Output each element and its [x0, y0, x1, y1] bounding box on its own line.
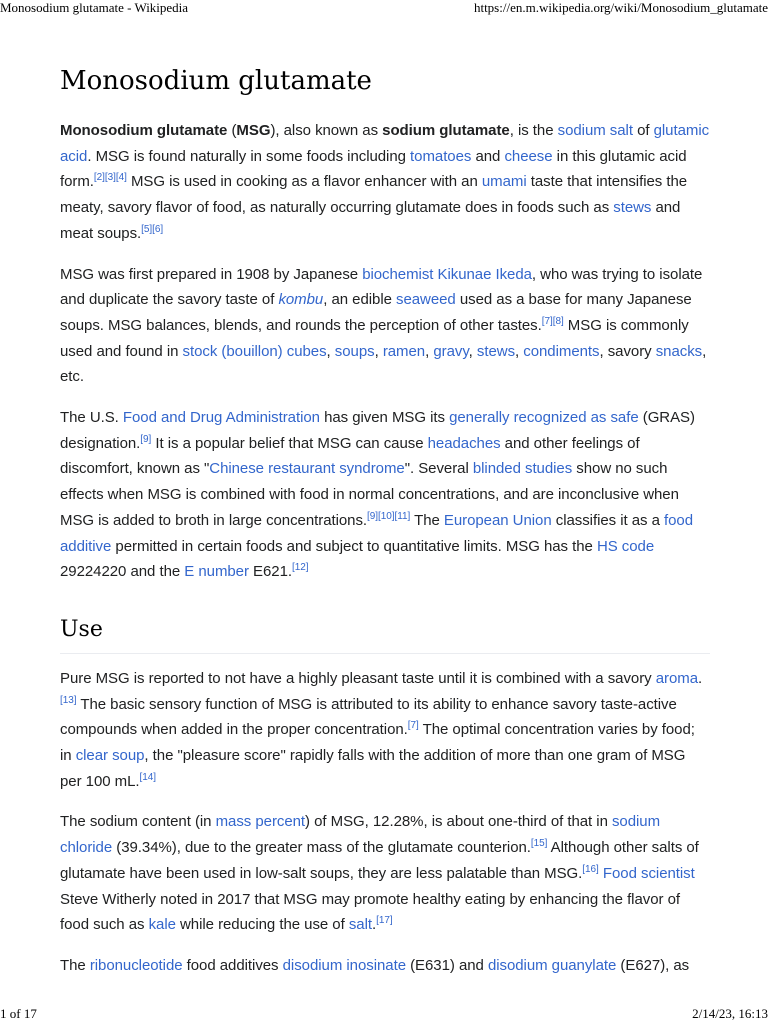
citation-link[interactable]: [5][6]	[141, 223, 164, 235]
link-fda[interactable]: Food and Drug Administration	[122, 409, 320, 427]
use-paragraph-2	[60, 809, 710, 938]
citation-link[interactable]: [12]	[292, 562, 309, 574]
link-ramen[interactable]: ramen	[382, 342, 426, 360]
text: and	[471, 147, 505, 165]
text: while reducing the use of	[175, 916, 349, 934]
text: . MSG is found naturally in some foods including	[87, 147, 411, 165]
text: Pure MSG is reported to not have a highly pleasant taste until it is combined with a savory	[60, 669, 656, 687]
intro-paragraph-1	[60, 118, 710, 247]
link-chinese-restaurant-syndrome[interactable]: Chinese restaurant syndrome	[209, 460, 405, 478]
link-salt[interactable]: salt	[348, 916, 372, 934]
text: The basic sensory function of MSG is attributed to its ability to enhance savory taste-active compounds when added in the proper concentration.	[60, 695, 677, 739]
print-datetime: 2/14/23, 16:13	[692, 1006, 768, 1021]
link-disodium-guanylate[interactable]: disodium guanylate	[487, 956, 617, 974]
use-paragraph-3	[60, 953, 710, 979]
text: The	[410, 511, 444, 529]
citation-link[interactable]: [9][10][11]	[367, 510, 411, 522]
text: has given MSG its	[319, 409, 450, 427]
link-food-scientist[interactable]: Food scientist	[602, 864, 695, 882]
page-title: Monosodium glutamate	[60, 66, 372, 96]
text: It is a popular belief that MSG can cause	[151, 434, 428, 452]
text: MSG was first prepared in 1908 by Japanese	[60, 265, 363, 283]
text: , etc.	[60, 342, 707, 386]
text: The	[60, 956, 90, 974]
text: ) of MSG, 12.28%, is about one-third of that in	[305, 813, 612, 831]
text: , an edible	[323, 291, 397, 309]
link-sodium-chloride[interactable]: sodium chloride	[60, 813, 661, 857]
text: ,	[326, 342, 335, 360]
link-seaweed[interactable]: seaweed	[396, 291, 456, 309]
text: taste that intensifies the meaty, savory flavor of food, as naturally occurring glutamate does in foods such as	[60, 173, 688, 217]
text: ". Several	[404, 460, 473, 478]
citation-link[interactable]: [7]	[407, 720, 419, 732]
link-clear-soup[interactable]: clear soup	[75, 747, 145, 765]
text: .	[372, 916, 377, 934]
link-e-number[interactable]: E number	[184, 563, 249, 581]
text: show no such effects when MSG is combined with food in normal concentrations, and are inconclusive when MSG is added to broth in large concentrations.	[60, 460, 679, 529]
bold-term: MSG	[236, 122, 271, 139]
text: ), also known as	[270, 122, 383, 139]
link-kombu[interactable]: kombu	[278, 291, 324, 309]
link-kale[interactable]: kale	[148, 916, 176, 934]
text: ,	[374, 342, 383, 360]
article-content	[60, 62, 710, 994]
text: and other feelings of discomfort, known as "	[60, 434, 640, 478]
link-umami[interactable]: umami	[481, 173, 527, 191]
text: The optimal concentration varies by food; in	[60, 721, 695, 765]
text: in this glutamic acid form.	[60, 147, 687, 191]
text: MSG is used in cooking as a flavor enhancer with an	[126, 173, 482, 191]
text: (	[227, 122, 237, 139]
intro-paragraph-3	[60, 405, 710, 585]
text: and meat soups.	[60, 199, 681, 242]
text: The sodium content (in	[60, 813, 216, 831]
text: Steve Witherly noted in 2017 that MSG may promote healthy eating by enhancing the flavor of food such as	[60, 890, 680, 934]
text: E621.	[248, 563, 292, 581]
text: classifies it as a	[551, 511, 664, 529]
intro-paragraph-2	[60, 262, 710, 391]
link-disodium-inosinate[interactable]: disodium inosinate	[282, 956, 406, 974]
link-hs-code[interactable]: HS code	[596, 537, 655, 555]
link-cheese[interactable]: cheese	[504, 147, 553, 165]
bold-term: sodium glutamate	[382, 122, 510, 139]
text: MSG is commonly used and found in	[60, 316, 689, 360]
link-blinded-studies[interactable]: blinded studies	[472, 460, 573, 478]
print-header	[0, 0, 768, 20]
text: , savory	[599, 342, 656, 360]
citation-link[interactable]: [9]	[140, 433, 152, 445]
text: 29224220 and the	[60, 563, 185, 581]
section-heading-use: Use	[60, 615, 710, 654]
page-counter: 1 of 17	[0, 1006, 37, 1021]
text: food additives	[182, 956, 283, 974]
link-stews[interactable]: stews	[613, 199, 652, 217]
print-page-title: Monosodium glutamate - Wikipedia	[0, 0, 189, 15]
text: The U.S.	[60, 409, 123, 427]
text: (39.34%), due to the greater mass of the glutamate counterion.	[112, 839, 531, 857]
text: .	[698, 669, 703, 687]
text: , who was trying to isolate and duplicate the savory taste of	[60, 265, 703, 309]
text: (E631) and	[405, 956, 488, 974]
link-gravy[interactable]: gravy	[433, 342, 469, 360]
link-stock-cubes[interactable]: stock (bouillon) cubes	[182, 342, 327, 360]
print-page-url: https://en.m.wikipedia.org/wiki/Monosodium_glutamate	[473, 0, 768, 15]
text: (GRAS) designation.	[60, 409, 695, 452]
citation-link[interactable]: [7][8]	[541, 315, 564, 327]
link-headaches[interactable]: headaches	[427, 434, 501, 452]
citation-link[interactable]: [17]	[376, 915, 393, 927]
citation-link[interactable]: [14]	[139, 771, 156, 783]
text: ,	[468, 342, 477, 360]
link-tomatoes[interactable]: tomatoes	[410, 147, 472, 165]
text: Although other salts of glutamate have been used in low-salt soups, they are less palatable than MSG.	[60, 839, 699, 882]
link-snacks[interactable]: snacks	[655, 342, 703, 360]
link-mass-percent[interactable]: mass percent	[215, 813, 306, 831]
text: permitted in certain foods and subject to quantitative limits. MSG has the	[111, 537, 597, 555]
bold-term: Monosodium glutamate	[60, 122, 228, 139]
link-soups[interactable]: soups	[334, 342, 375, 360]
text: , the "pleasure score" rapidly falls with the addition of more than one gram of MSG per 100 mL.	[60, 747, 686, 790]
link-stews[interactable]: stews	[476, 342, 516, 360]
link-kikunae-ikeda[interactable]: biochemist Kikunae Ikeda	[362, 265, 532, 283]
use-paragraph-1	[60, 666, 710, 795]
text: ,	[425, 342, 434, 360]
link-european-union[interactable]: European Union	[443, 511, 552, 529]
link-ribonucleotide[interactable]: ribonucleotide	[89, 956, 183, 974]
link-glutamic-acid[interactable]: glutamic acid	[60, 122, 710, 165]
link-condiments[interactable]: condiments	[523, 342, 600, 360]
citation-link[interactable]: [13]	[60, 694, 77, 706]
text: (E627), as	[616, 956, 690, 974]
citation-link[interactable]: [2][3][4]	[93, 172, 127, 184]
link-aroma[interactable]: aroma	[655, 669, 698, 687]
link-sodium-salt[interactable]: sodium salt	[557, 122, 633, 139]
text: , is the	[509, 122, 558, 139]
print-footer	[0, 1004, 768, 1024]
link-food-additive[interactable]: food additive	[60, 511, 693, 555]
text: used as a base for many Japanese soups. MSG balances, blends, and rounds the perception of other tastes.	[60, 291, 692, 334]
citation-link[interactable]: [16]	[582, 863, 599, 875]
text: ,	[515, 342, 524, 360]
citation-link[interactable]: [15]	[530, 838, 548, 850]
link-gras[interactable]: generally recognized as safe	[449, 409, 639, 427]
text: of	[632, 122, 654, 139]
